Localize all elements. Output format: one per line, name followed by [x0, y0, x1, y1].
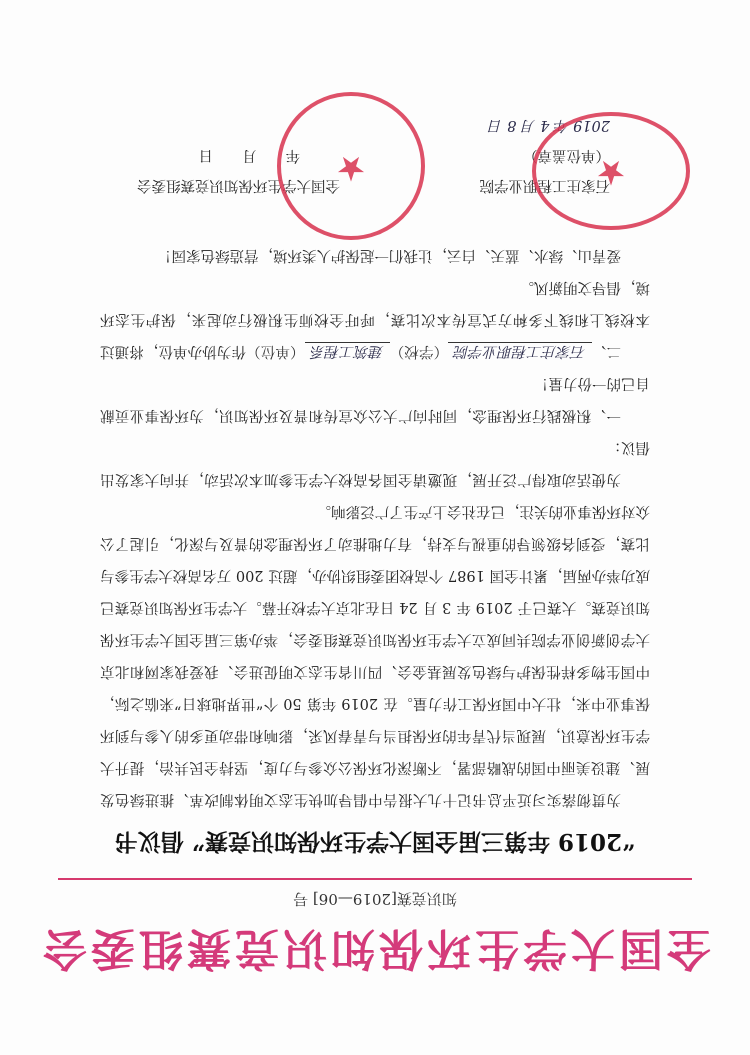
- school-name: 石家庄工程职业学院: [479, 177, 610, 193]
- handwritten-unit-name: 建筑工程系: [305, 342, 390, 359]
- header-divider: [58, 878, 692, 880]
- proposal-item-1: 一、积极践行环保理念，同时向广大公众宣传和普及环保知识，为环保事业贡献自己的一份力量！: [100, 375, 650, 423]
- item-2-prefix: 二、: [591, 343, 621, 359]
- proposal-item-2: [100, 271, 650, 367]
- organizer-name: 全国大学生环保知识竞赛组委会: [137, 177, 340, 193]
- paragraph-intro: 为贯彻落实习近平总书记十九大报告中倡导加快生态文明体制改革、推进绿色发展、建设美丽中国的战略部署，不断深化环保公众参与力度，坚持全民共治，提升大学生环保意识，展现当代青年的环保担当与青春风采，影响和带动更多的人参与到环保事业中来，壮大中国环保工作力量。在 2019 年第 50 个“世界地球日”来临之际，中国生物多样性保护与绿色发展基金会、四川省生态文明促进会、我爱我家网和北京大学创新创业学院共同成立大学生环保知识竞赛组委会，举办第三届全国大学生环保知识竞赛。大赛已于 2019 年 3 月 24 日在北京大学校开幕。大学生环保知识竞赛已成功举办两届，累计全国 1987 个高校团委组织协办，超过 200 万名高校大学生参与比赛，受到各级领导的重视与支持，有力地推动了环保理念的普及与深化，引起了公众对环保事业的关注，已在社会上产生了广泛影响。: [100, 503, 650, 807]
- organizer-seal-stamp: [277, 92, 425, 240]
- organizer-date: 年 月 日: [198, 147, 300, 163]
- handwritten-school-name: 石家庄工程职业学院: [448, 342, 592, 359]
- school-seal-stamp: [532, 112, 690, 230]
- document-title: “2019 年第三届全国大学生环保知识竞赛” 倡议书: [114, 828, 636, 855]
- handwritten-date: 2019 年 4 月 8 日: [488, 117, 610, 133]
- document-number: 知识竞赛[2019—06] 号: [293, 890, 457, 908]
- proposal-item-3: 爱青山、绿水、蓝天、白云，让我们一起保护人类环境，营造绿色家园！: [157, 247, 621, 263]
- unit-label: （单位）: [246, 343, 305, 359]
- org-letterhead: 全国大学生环保知识竞赛组委会: [39, 923, 711, 974]
- paragraph-invitation: 为使活动取得广泛开展，现邀请全国各高校大学生参加本次活动，并向大家发出倡议：: [100, 439, 650, 487]
- school-seal-label: （单位盖章）: [523, 147, 610, 163]
- school-label: （学校）: [389, 343, 449, 359]
- item-2-text: 作为协办单位，将通过本校线上和线下多种方式宣传本次比赛，呼吁全校师生积极行动起来，保护生态环境，倡导文明新风。: [99, 279, 650, 359]
- document-body: [100, 239, 650, 815]
- star-icon: ★: [595, 152, 627, 192]
- star-icon: ★: [335, 148, 367, 188]
